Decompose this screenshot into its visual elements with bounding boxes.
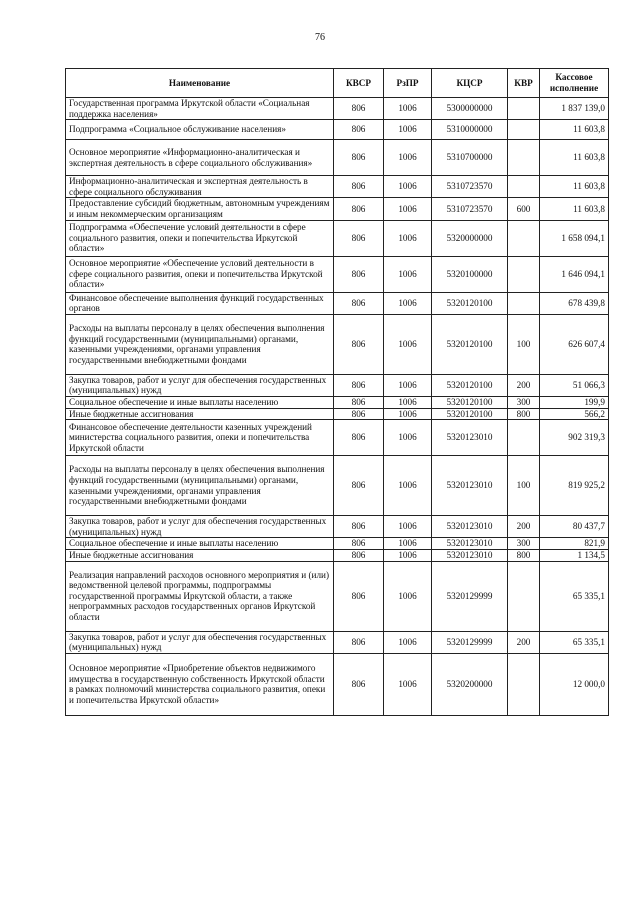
cell-kvsr: 806 <box>334 549 384 561</box>
cell-kvr <box>508 120 540 140</box>
cell-kvsr: 806 <box>334 538 384 550</box>
cell-cash-execution: 626 607,4 <box>540 314 609 374</box>
cell-name: Иные бюджетные ассигнования <box>66 408 334 420</box>
cell-kvsr: 806 <box>334 220 384 256</box>
table-row <box>66 420 609 456</box>
cell-kvr <box>508 140 540 176</box>
cell-kvr: 200 <box>508 631 540 653</box>
cell-kcsr: 5320120100 <box>432 408 508 420</box>
table-row <box>66 120 609 140</box>
table-row <box>66 516 609 538</box>
table-row <box>66 220 609 256</box>
cell-rzpr: 1006 <box>384 140 432 176</box>
cell-rzpr: 1006 <box>384 561 432 631</box>
header-name: Наименование <box>66 69 334 98</box>
cell-rzpr: 1006 <box>384 198 432 220</box>
cell-kvr <box>508 420 540 456</box>
cell-name: Иные бюджетные ассигнования <box>66 549 334 561</box>
cell-cash-execution: 819 925,2 <box>540 456 609 516</box>
cell-rzpr: 1006 <box>384 420 432 456</box>
table-header-row <box>66 69 609 98</box>
cell-kvsr: 806 <box>334 420 384 456</box>
cell-name: Расходы на выплаты персоналу в целях обеспечения выполнения функций государственными (муниципальными) органами, казенными учреждениями, органами управления государственными внебюджетными фондами <box>66 456 334 516</box>
cell-kvr: 200 <box>508 516 540 538</box>
cell-kvsr: 806 <box>334 314 384 374</box>
table-row <box>66 198 609 220</box>
cell-kvr <box>508 98 540 120</box>
cell-kvsr: 806 <box>334 561 384 631</box>
cell-kcsr: 5300000000 <box>432 98 508 120</box>
cell-cash-execution: 199,9 <box>540 396 609 408</box>
cell-kcsr: 5310723570 <box>432 176 508 198</box>
cell-kcsr: 5320120100 <box>432 374 508 396</box>
cell-kcsr: 5310723570 <box>432 198 508 220</box>
cell-kcsr: 5320000000 <box>432 220 508 256</box>
cell-kvsr: 806 <box>334 456 384 516</box>
cell-kcsr: 5320120100 <box>432 396 508 408</box>
cell-name: Подпрограмма «Обеспечение условий деятельности в сфере социального развития, опеки и попечительства Иркутской области» <box>66 220 334 256</box>
cell-kvsr: 806 <box>334 140 384 176</box>
cell-kvr: 200 <box>508 374 540 396</box>
cell-rzpr: 1006 <box>384 538 432 550</box>
table-row <box>66 98 609 120</box>
cell-kvr <box>508 220 540 256</box>
budget-table <box>65 68 609 716</box>
table-row <box>66 653 609 715</box>
cell-name: Финансовое обеспечение деятельности казенных учреждений министерства социального развития, опеки и попечительства Иркутской области <box>66 420 334 456</box>
cell-cash-execution: 1 134,5 <box>540 549 609 561</box>
cell-cash-execution: 65 335,1 <box>540 561 609 631</box>
header-kvsr: КВСР <box>334 69 384 98</box>
cell-kvsr: 806 <box>334 516 384 538</box>
cell-kvr: 100 <box>508 456 540 516</box>
table-row <box>66 538 609 550</box>
cell-kvr: 600 <box>508 198 540 220</box>
table-row <box>66 256 609 292</box>
cell-kvr <box>508 292 540 314</box>
cell-rzpr: 1006 <box>384 314 432 374</box>
cell-cash-execution: 80 437,7 <box>540 516 609 538</box>
cell-kvr <box>508 256 540 292</box>
cell-rzpr: 1006 <box>384 220 432 256</box>
cell-name: Социальное обеспечение и иные выплаты населению <box>66 396 334 408</box>
cell-rzpr: 1006 <box>384 256 432 292</box>
table-row <box>66 140 609 176</box>
cell-cash-execution: 1 658 094,1 <box>540 220 609 256</box>
cell-kvsr: 806 <box>334 256 384 292</box>
header-kcsr: КЦСР <box>432 69 508 98</box>
cell-cash-execution: 902 319,3 <box>540 420 609 456</box>
cell-kvr <box>508 561 540 631</box>
header-cash-execution: Кассовое исполнение <box>540 69 609 98</box>
cell-name: Закупка товаров, работ и услуг для обеспечения государственных (муниципальных) нужд <box>66 374 334 396</box>
cell-kvsr: 806 <box>334 631 384 653</box>
cell-cash-execution: 12 000,0 <box>540 653 609 715</box>
cell-kcsr: 5320100000 <box>432 256 508 292</box>
cell-name: Социальное обеспечение и иные выплаты населению <box>66 538 334 550</box>
cell-kcsr: 5320120100 <box>432 314 508 374</box>
header-rzpr: РзПР <box>384 69 432 98</box>
table-row <box>66 561 609 631</box>
cell-rzpr: 1006 <box>384 653 432 715</box>
table-row <box>66 456 609 516</box>
cell-name: Основное мероприятие «Обеспечение условий деятельности в сфере социального развития, опеки и попечительства Иркутской области» <box>66 256 334 292</box>
cell-rzpr: 1006 <box>384 292 432 314</box>
cell-cash-execution: 566,2 <box>540 408 609 420</box>
cell-name: Государственная программа Иркутской области «Социальная поддержка населения» <box>66 98 334 120</box>
cell-rzpr: 1006 <box>384 549 432 561</box>
cell-rzpr: 1006 <box>384 631 432 653</box>
cell-cash-execution: 821,9 <box>540 538 609 550</box>
cell-name: Закупка товаров, работ и услуг для обеспечения государственных (муниципальных) нужд <box>66 631 334 653</box>
cell-kvr: 100 <box>508 314 540 374</box>
cell-rzpr: 1006 <box>384 396 432 408</box>
cell-kcsr: 5320123010 <box>432 516 508 538</box>
cell-rzpr: 1006 <box>384 374 432 396</box>
cell-kvsr: 806 <box>334 374 384 396</box>
cell-kvr: 300 <box>508 538 540 550</box>
table-row <box>66 176 609 198</box>
cell-kvsr: 806 <box>334 396 384 408</box>
table-row <box>66 292 609 314</box>
cell-kcsr: 5320123010 <box>432 549 508 561</box>
cell-kvr: 800 <box>508 549 540 561</box>
cell-rzpr: 1006 <box>384 120 432 140</box>
cell-kcsr: 5320123010 <box>432 456 508 516</box>
cell-cash-execution: 51 066,3 <box>540 374 609 396</box>
table-body <box>66 98 609 716</box>
cell-name: Закупка товаров, работ и услуг для обеспечения государственных (муниципальных) нужд <box>66 516 334 538</box>
cell-kvsr: 806 <box>334 176 384 198</box>
cell-name: Расходы на выплаты персоналу в целях обеспечения выполнения функций государственными (муниципальными) органами, казенными учреждениями, органами управления государственными внебюджетными фондами <box>66 314 334 374</box>
cell-kcsr: 5320123010 <box>432 538 508 550</box>
cell-kcsr: 5310000000 <box>432 120 508 140</box>
cell-kvsr: 806 <box>334 98 384 120</box>
cell-cash-execution: 1 837 139,0 <box>540 98 609 120</box>
cell-kvr <box>508 653 540 715</box>
cell-cash-execution: 1 646 094,1 <box>540 256 609 292</box>
cell-rzpr: 1006 <box>384 456 432 516</box>
header-kvr: КВР <box>508 69 540 98</box>
cell-cash-execution: 65 335,1 <box>540 631 609 653</box>
cell-cash-execution: 11 603,8 <box>540 198 609 220</box>
cell-name: Подпрограмма «Социальное обслуживание населения» <box>66 120 334 140</box>
table-row <box>66 314 609 374</box>
cell-kvsr: 806 <box>334 653 384 715</box>
cell-rzpr: 1006 <box>384 516 432 538</box>
cell-kvsr: 806 <box>334 292 384 314</box>
cell-rzpr: 1006 <box>384 98 432 120</box>
table-row <box>66 408 609 420</box>
cell-kvr <box>508 176 540 198</box>
cell-rzpr: 1006 <box>384 176 432 198</box>
cell-name: Информационно-аналитическая и экспертная деятельность в сфере социального обслуживания <box>66 176 334 198</box>
table-row <box>66 549 609 561</box>
cell-cash-execution: 11 603,8 <box>540 120 609 140</box>
cell-name: Предоставление субсидий бюджетным, автономным учреждениям и иным некоммерческим организациям <box>66 198 334 220</box>
cell-name: Финансовое обеспечение выполнения функций государственных органов <box>66 292 334 314</box>
table-row <box>66 374 609 396</box>
cell-cash-execution: 678 439,8 <box>540 292 609 314</box>
page-number: 76 <box>315 32 325 43</box>
cell-kvr: 300 <box>508 396 540 408</box>
cell-kcsr: 5320200000 <box>432 653 508 715</box>
cell-kvsr: 806 <box>334 120 384 140</box>
cell-name: Реализация направлений расходов основного мероприятия и (или) ведомственной целевой программы, подпрограммы государственной программы Иркутской области, а также непрограммных расходов государственных органов Иркутской области <box>66 561 334 631</box>
cell-cash-execution: 11 603,8 <box>540 176 609 198</box>
cell-kvr: 800 <box>508 408 540 420</box>
cell-kcsr: 5320123010 <box>432 420 508 456</box>
table-row <box>66 631 609 653</box>
cell-kcsr: 5310700000 <box>432 140 508 176</box>
cell-kvsr: 806 <box>334 408 384 420</box>
cell-kcsr: 5320120100 <box>432 292 508 314</box>
cell-kcsr: 5320129999 <box>432 561 508 631</box>
cell-kcsr: 5320129999 <box>432 631 508 653</box>
cell-rzpr: 1006 <box>384 408 432 420</box>
cell-name: Основное мероприятие «Информационно-аналитическая и экспертная деятельность в сфере социального обслуживания» <box>66 140 334 176</box>
cell-name: Основное мероприятие «Приобретение объектов недвижимого имущества в государственную собственность Иркутской области в рамках полномочий министерства социального развития, опеки и попечительства Иркутской области» <box>66 653 334 715</box>
cell-kvsr: 806 <box>334 198 384 220</box>
table-row <box>66 396 609 408</box>
cell-cash-execution: 11 603,8 <box>540 140 609 176</box>
